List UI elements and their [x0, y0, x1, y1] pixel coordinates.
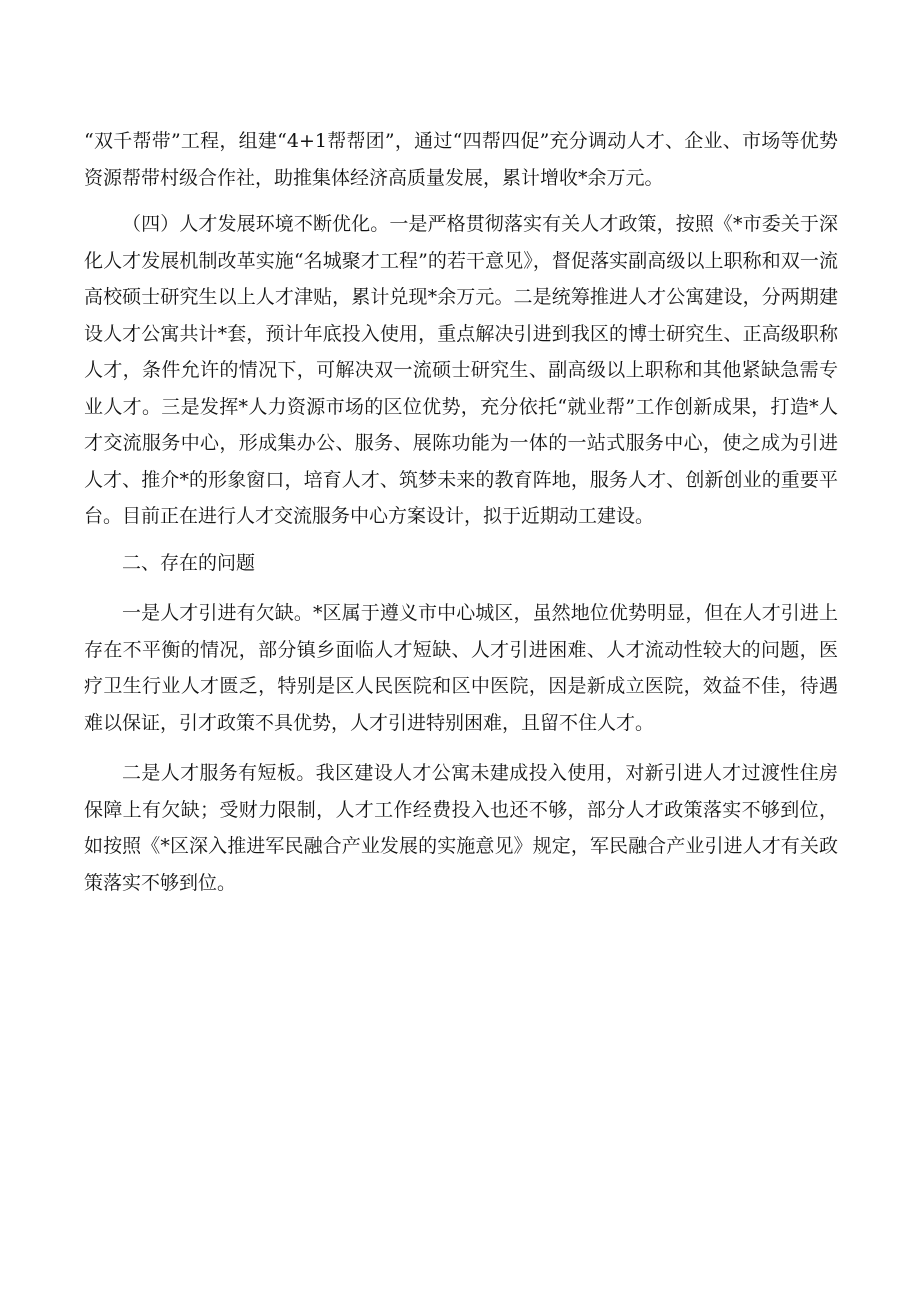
paragraph-talent-service: 二是人才服务有短板。我区建设人才公寓未建成投入使用，对新引进人才过渡性住房保障上有欠缺；受财力限制，人才工作经费投入也还不够，部分人才政策落实不够到位，如按照《*区深入推进军民融合产业发展的实施意见》规定，军民融合产业引进人才有关政策落实不够到位。 [84, 762, 838, 894]
document-body [84, 123, 838, 901]
section-heading-problems: 二、存在的问题 [122, 551, 256, 574]
paragraph-talent-environment: （四）人才发展环境不断优化。一是严格贯彻落实有关人才政策，按照《*市委关于深化人才发展机制改革实施“名城聚才工程”的若干意见》，督促落实副高级以上职称和双一流高校硕士研究生以上人才津贴，累计兑现*余万元。二是统筹推进人才公寓建设，分两期建设人才公寓共计*套，预计年底投入使用，重点解决引进到我区的博士研究生、正高级职称人才，条件允许的情况下，可解决双一流硕士研究生、副高级以上职称和其他紧缺急需专业人才。三是发挥*人力资源市场的区位优势，充分依托“就业帮”工作创新成果，打造*人才交流服务中心，形成集办公、服务、展陈功能为一体的一站式服务中心，使之成为引进人才、推介*的形象窗口，培育人才、筑梦未来的教育阵地，服务人才、创新创业的重要平台。目前正在进行人才交流服务中心方案设计，拟于近期动工建设。 [84, 213, 838, 527]
paragraph-talent-introduction: 一是人才引进有欠缺。*区属于遵义市中心城区，虽然地位优势明显，但在人才引进上存在不平衡的情况，部分镇乡面临人才短缺、人才引进困难、人才流动性较大的问题，医疗卫生行业人才匮乏，特别是区人民医院和区中医院，因是新成立医院，效益不佳，待遇难以保证，引才政策不具优势，人才引进特别困难，且留不住人才。 [84, 602, 838, 734]
paragraph-continuation: “双千帮带”工程，组建“4+1帮帮团”，通过“四帮四促”充分调动人才、企业、市场等优势资源帮带村级合作社，助推集体经济高质量发展，累计增收*余万元。 [84, 130, 838, 189]
